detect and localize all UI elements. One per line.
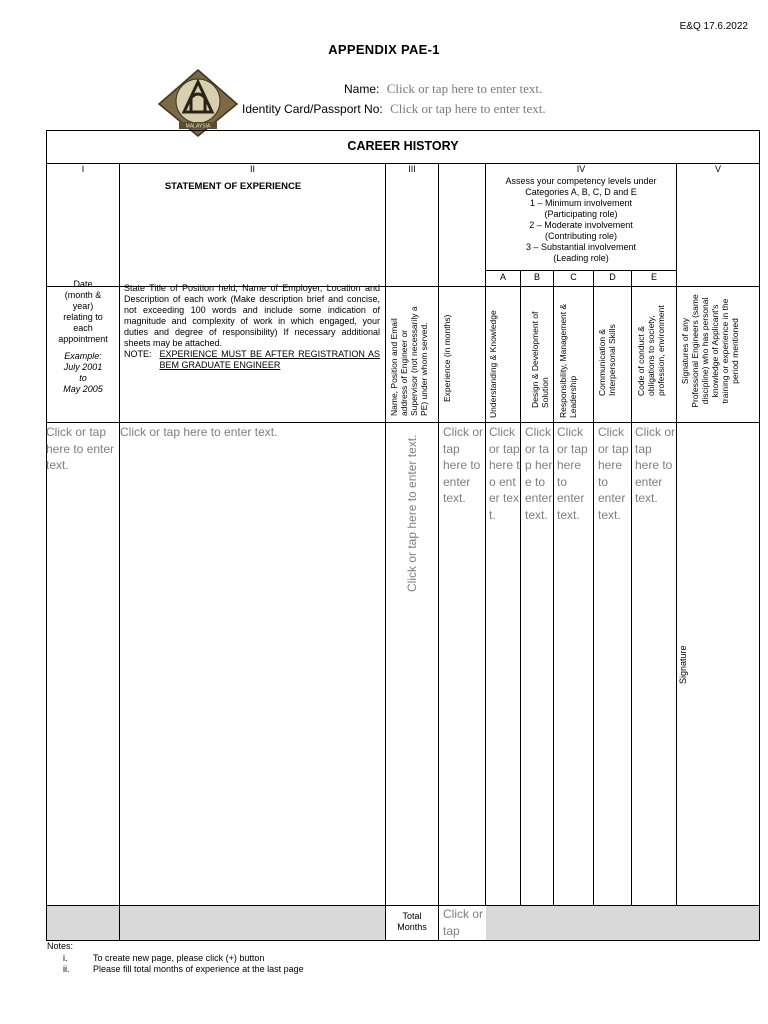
total-row-shade-left	[47, 906, 385, 940]
experience-column-header: Experience (in months)	[442, 314, 452, 402]
date-input[interactable]: Click or tap here to enter text.	[46, 425, 115, 472]
category-letter-e: E	[650, 272, 657, 282]
category-e-input[interactable]: Click or tap here to enter text.	[635, 425, 676, 505]
name-label: Name:	[344, 82, 380, 96]
category-b-header: Design & Development of Solution	[530, 311, 550, 408]
page-title: APPENDIX PAE-1	[328, 42, 440, 57]
bem-logo	[157, 68, 239, 138]
note-1-text: To create new page, please click (+) button	[93, 953, 265, 963]
category-letter-a: A	[499, 272, 506, 282]
total-row-shade-right	[486, 906, 759, 940]
category-letter-b: B	[533, 272, 540, 282]
date-column-header: Date (month & year) relating to each appointment Example: July 2001 to May 2005	[58, 279, 108, 394]
total-months-input[interactable]: Click or tap	[443, 907, 484, 938]
col-numeral-2: II	[249, 164, 255, 174]
name-input[interactable]: Click or tap here to enter text.	[386, 81, 543, 96]
note-2-number: ii.	[63, 964, 70, 974]
category-letter-d: D	[609, 272, 616, 282]
statement-instructions: State Title of Position held, Name of Employer, Location and Description of each work (Make description brief and concise, not exceeding 100 words and include some indication of magnitude and complexity of work in which engaged, your duties and degree of responsibility) If necessary additional sheets may be attached. NOTE: EXPERIENCE MUST BE AFTER REGISTRATION AS BEM GRADUATE ENGINEER	[124, 283, 380, 370]
statement-input[interactable]: Click or tap here to enter text.	[120, 425, 278, 439]
supervisor-column-header: Name, Position and Email address of Engineer or Supervisor (not necessarily a PE) under whom served.	[389, 306, 429, 416]
assess-instructions: Assess your competency levels under Categories A, B, C, D and E 1 – Minimum involvement (Participating role) 2 – Moderate involvement (Contributing role) 3 – Substantial involvement (Leading role)	[505, 176, 657, 263]
col-numeral-1: I	[81, 164, 85, 174]
col-numeral-3: III	[408, 164, 416, 174]
logo-text: MALAYSIA	[185, 123, 211, 130]
name-row	[344, 81, 542, 97]
table-title: CAREER HISTORY	[347, 139, 459, 153]
total-months-label: Total Months	[397, 911, 427, 932]
category-b-input[interactable]: Click or tap here to enter text.	[525, 425, 553, 522]
col-numeral-4: IV	[576, 164, 586, 174]
category-e-header: Code of conduct & obligations to society, profession, environment	[636, 305, 666, 396]
category-letter-c: C	[570, 272, 577, 282]
form-reference: E&Q 17.6.2022	[679, 21, 748, 32]
category-d-header: Communication & Interpersonal Skills	[597, 324, 617, 396]
category-d-input[interactable]: Click or tap here to enter text.	[598, 425, 629, 522]
col-numeral-5: V	[714, 164, 721, 174]
note-1-number: i.	[63, 953, 68, 963]
id-label: Identity Card/Passport No:	[242, 102, 383, 116]
statement-heading: STATEMENT OF EXPERIENCE	[164, 181, 302, 192]
experience-input[interactable]: Click or tap here to enter text.	[443, 425, 484, 505]
category-a-header: Understanding & Knowledge	[488, 310, 498, 418]
id-row	[242, 101, 546, 117]
notes-label: Notes:	[47, 941, 74, 951]
note-2-text: Please fill total months of experience at the last page	[93, 964, 304, 974]
registration-note: EXPERIENCE MUST BE AFTER REGISTRATION AS BEM GRADUATE ENGINEER	[159, 349, 380, 370]
signature-label: Signature	[678, 645, 688, 684]
category-a-input[interactable]: Click or tap here to enter text.	[489, 425, 520, 522]
id-input[interactable]: Click or tap here to enter text.	[390, 101, 546, 116]
category-c-header: Responsibility, Management & Leadership	[558, 303, 578, 418]
supervisor-input[interactable]: Click or tap here to enter text.	[405, 434, 419, 592]
category-c-input[interactable]: Click or tap here to enter text.	[557, 425, 588, 522]
signature-column-header: Signatures of any Professional Engineers (same discipline) who has personal knowledge of Applicant's training or experience in the period mentioned	[680, 294, 740, 408]
